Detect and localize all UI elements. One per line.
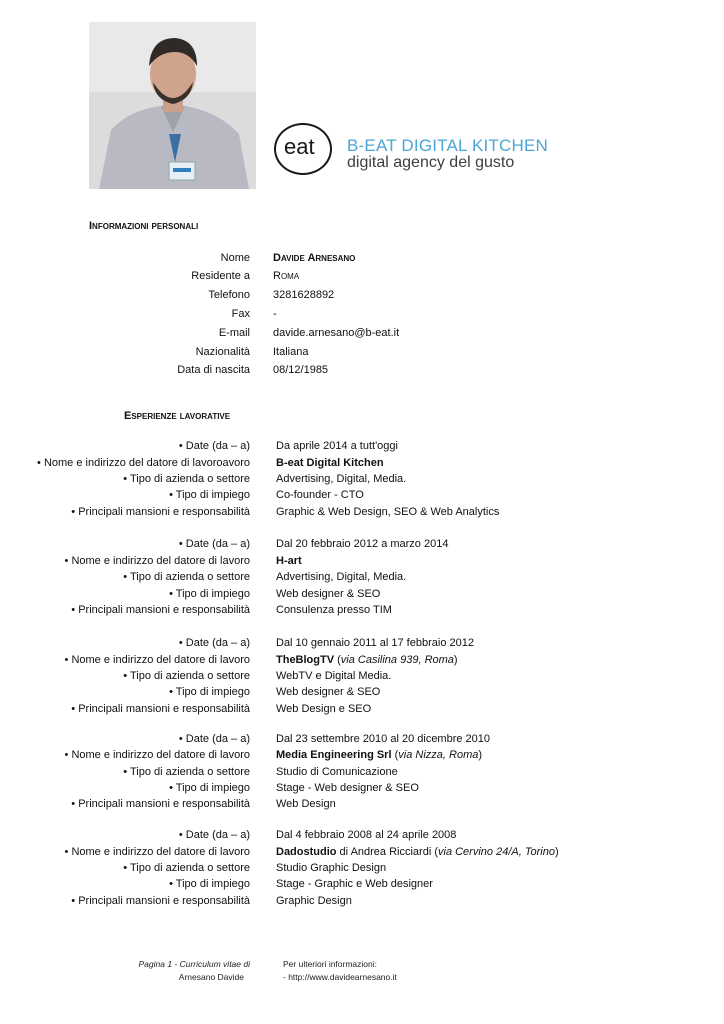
personal-value-nascita: 08/12/1985 — [273, 364, 329, 376]
profile-photo — [89, 22, 256, 189]
job-sector: Studio Graphic Design — [276, 862, 387, 874]
logo-subtitle: digital agency del gusto — [347, 154, 515, 171]
personal-value-nazionalita: Italiana — [273, 346, 309, 358]
job-employer-line — [276, 846, 559, 858]
job-label-duties: • Principali mansioni e responsabilità — [71, 703, 250, 715]
job-duties: Web Design e SEO — [276, 703, 372, 715]
job-dates: Da aprile 2014 a tutt'oggi — [276, 440, 398, 452]
job-label-employer: • Nome e indirizzo del datore di lavoro — [64, 654, 250, 666]
job-address-prefix: di Andrea Ricciardi ( — [336, 846, 438, 858]
logo-mark: eat — [284, 134, 315, 159]
footer-info-line1: Per ulteriori informazioni: — [283, 959, 378, 969]
job-address-suffix: ) — [478, 749, 483, 761]
job-label-sector: • Tipo di azienda o settore — [123, 670, 250, 682]
personal-value-fax: - — [273, 308, 277, 320]
job-sector: Advertising, Digital, Media. — [276, 571, 407, 583]
logo-title: B-EAT DIGITAL KITCHEN — [347, 136, 548, 155]
job-role: Co-founder - CTO — [276, 489, 364, 501]
job-label-sector: • Tipo di azienda o settore — [123, 862, 250, 874]
job-label-employer: • Nome e indirizzo del datore di lavoro — [64, 555, 250, 567]
job-duties: Graphic & Web Design, SEO & Web Analytics — [276, 506, 500, 518]
job-label-sector: • Tipo di azienda o settore — [123, 473, 250, 485]
job-role: Stage - Graphic e Web designer — [276, 878, 433, 890]
job-employer-line — [276, 749, 482, 761]
job-label-employer: • Nome e indirizzo del datore di lavoro — [64, 846, 250, 858]
job-label-sector: • Tipo di azienda o settore — [123, 571, 250, 583]
job-address: via Nizza, Roma — [398, 749, 479, 761]
personal-label-fax: Fax — [231, 308, 250, 320]
job-label-role: • Tipo di impiego — [169, 782, 250, 794]
profile-photo-illustration — [89, 22, 256, 189]
job-label-dates: • Date (da – a) — [178, 538, 250, 550]
job-employer: Media Engineering Srl — [276, 749, 392, 761]
job-label-employer: • Nome e indirizzo del datore di lavoro — [64, 749, 250, 761]
footer-info-link[interactable]: - http://www.davidearnesano.it — [283, 972, 397, 982]
job-duties: Web Design — [276, 798, 336, 810]
job-sector: WebTV e Digital Media. — [276, 670, 392, 682]
job-label-role: • Tipo di impiego — [169, 878, 250, 890]
personal-value-email: davide.arnesano@b-eat.it — [273, 327, 400, 339]
job-dates: Dal 23 settembre 2010 al 20 dicembre 2010 — [276, 733, 491, 745]
job-label-dates: • Date (da – a) — [178, 829, 250, 841]
job-label-employer: • Nome e indirizzo del datore di lavoroavoro — [37, 457, 250, 469]
personal-label-residenza: Residente a — [191, 270, 250, 282]
job-label-role: • Tipo di impiego — [169, 588, 250, 600]
personal-label-email: E-mail — [218, 327, 250, 339]
job-dates: Dal 20 febbraio 2012 a marzo 2014 — [276, 538, 449, 550]
job-label-duties: • Principali mansioni e responsabilità — [71, 798, 250, 810]
job-role: Web designer & SEO — [276, 588, 381, 600]
job-dates: Dal 4 febbraio 2008 al 24 aprile 2008 — [276, 829, 457, 841]
footer-page-line1: Pagina 1 - Curriculum vitae di — [138, 959, 250, 969]
job-employer: TheBlogTV — [276, 654, 335, 666]
section-heading-experience: Esperienze lavorative — [124, 410, 231, 422]
job-label-role: • Tipo di impiego — [169, 686, 250, 698]
job-sector: Advertising, Digital, Media. — [276, 473, 407, 485]
job-role: Web designer & SEO — [276, 686, 381, 698]
job-sector: Studio di Comunicazione — [276, 766, 398, 778]
job-address: via Casilina 939, Roma — [340, 654, 454, 666]
job-employer: B-eat Digital Kitchen — [276, 457, 384, 469]
personal-label-nazionalita: Nazionalità — [195, 346, 250, 358]
personal-value-residenza: Roma — [273, 270, 300, 282]
personal-value-nome: Davide Arnesano — [273, 252, 356, 264]
job-label-dates: • Date (da – a) — [178, 637, 250, 649]
personal-label-nome: Nome — [220, 252, 250, 264]
job-address-prefix: ( — [334, 654, 341, 666]
job-employer-line — [276, 457, 384, 469]
job-address-suffix: ) — [555, 846, 559, 858]
job-label-dates: • Date (da – a) — [178, 733, 250, 745]
personal-value-telefono: 3281628892 — [273, 289, 335, 301]
section-heading-personal: Informazioni personali — [89, 220, 199, 232]
personal-label-telefono: Telefono — [208, 289, 250, 301]
job-label-duties: • Principali mansioni e responsabilità — [71, 895, 250, 907]
job-label-sector: • Tipo di azienda o settore — [123, 766, 250, 778]
company-logo — [272, 120, 572, 180]
job-label-role: • Tipo di impiego — [169, 489, 250, 501]
job-address-suffix: ) — [453, 654, 458, 666]
job-duties: Graphic Design — [276, 895, 352, 907]
job-address-prefix: ( — [391, 749, 399, 761]
job-label-duties: • Principali mansioni e responsabilità — [71, 604, 250, 616]
job-employer-line — [276, 654, 458, 666]
job-dates: Dal 10 gennaio 2011 al 17 febbraio 2012 — [276, 637, 474, 649]
job-address: via Cervino 24/A, Torino — [438, 846, 555, 858]
job-employer-line — [276, 555, 302, 567]
job-duties: Consulenza presso TIM — [276, 604, 392, 616]
personal-label-nascita: Data di nascita — [177, 364, 250, 376]
job-label-duties: • Principali mansioni e responsabilità — [71, 506, 250, 518]
footer-page-line2: Arnesano Davide — [178, 972, 244, 982]
job-label-dates: • Date (da – a) — [178, 440, 250, 452]
job-employer: Dadostudio — [276, 846, 337, 858]
job-employer: H-art — [276, 555, 302, 567]
job-role: Stage - Web designer & SEO — [276, 782, 419, 794]
